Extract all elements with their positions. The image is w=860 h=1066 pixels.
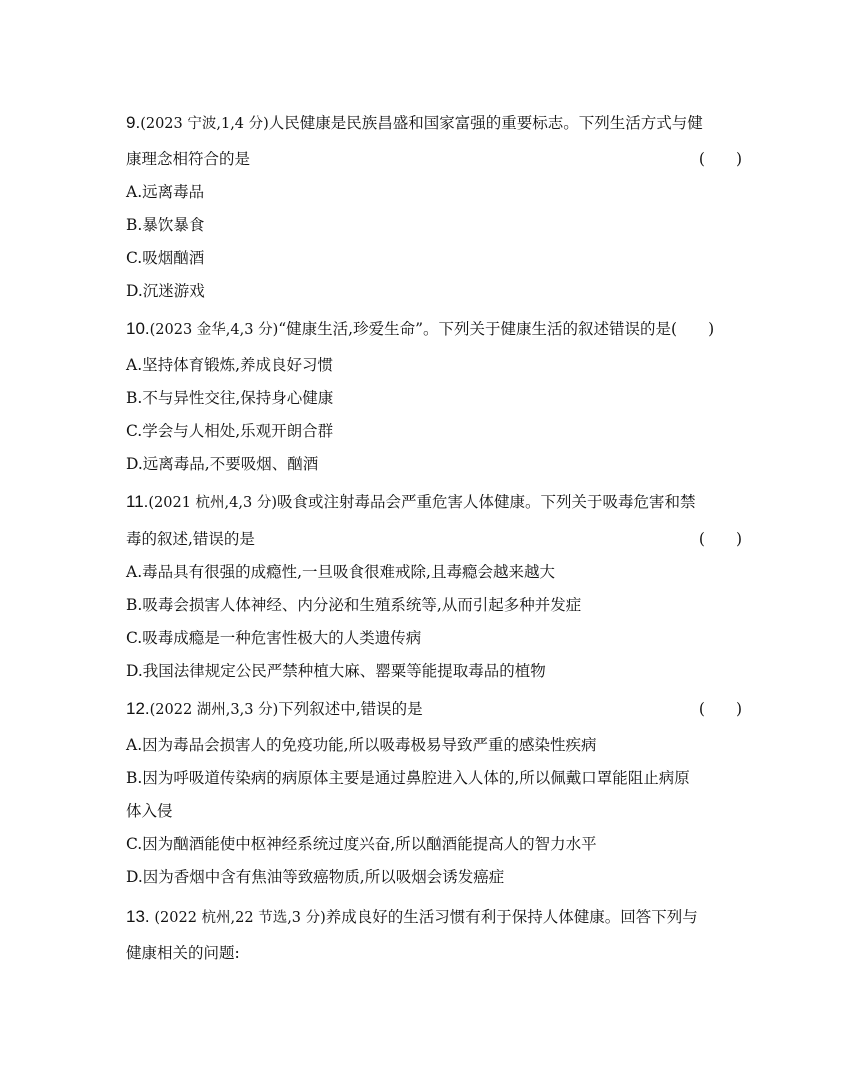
- q11-stem: 吸食或注射毒品会严重危害人体健康。下列关于吸毒危害和禁: [276, 493, 696, 511]
- q10-stem-line-1: [126, 318, 742, 341]
- q12-option-b-cont: 体入侵: [126, 802, 173, 820]
- q10-option-b: B.不与异性交往,保持身心健康: [126, 389, 334, 407]
- q13-stem-line-1: [126, 906, 742, 929]
- q11-stem-cont: 毒的叙述,错误的是: [126, 530, 255, 548]
- q13-stem-line-2: 健康相关的问题:: [126, 944, 240, 962]
- q9-stem-line-1: [126, 112, 742, 135]
- q9-stem-cont: 康理念相符合的是: [126, 150, 251, 168]
- q9-option-a: A.远离毒品: [126, 183, 205, 201]
- q13-stem: 养成良好的生活习惯有利于保持人体健康。回答下列与: [325, 908, 698, 926]
- q12-source: (2022 湖州,3,3 分): [149, 702, 279, 718]
- q11-number: 11.: [126, 492, 149, 511]
- q12-stem-line-1: [126, 698, 742, 721]
- q10-stem: “健康生活,珍爱生命”。下列关于健康生活的叙述错误的是( ): [278, 320, 715, 338]
- q9-stem: 人民健康是民族昌盛和国家富强的重要标志。下列生活方式与健: [268, 114, 703, 132]
- q9-option-c: C.吸烟酗酒: [126, 249, 205, 267]
- q10-option-a: A.坚持体育锻炼,养成良好习惯: [126, 356, 334, 374]
- q10-source: (2023 金华,4,3 分): [149, 322, 279, 338]
- q11-stem-line-1: [126, 491, 742, 514]
- q11-source: (2021 杭州,4,3 分): [148, 495, 277, 511]
- q12-stem: 下列叙述中,错误的是: [278, 700, 423, 718]
- q12-option-a: A.因为毒品会损害人的免疫功能,所以吸毒极易导致严重的感染性疾病: [126, 736, 597, 754]
- q11-option-c: C.吸毒成瘾是一种危害性极大的人类遗传病: [126, 629, 422, 647]
- q9-stem-line-2: [126, 148, 742, 170]
- q10-option-c: C.学会与人相处,乐观开朗合群: [126, 422, 334, 440]
- q9-option-b: B.暴饮暴食: [126, 216, 205, 234]
- q10-option-d: D.远离毒品,不要吸烟、酗酒: [126, 455, 319, 473]
- q11-option-d: D.我国法律规定公民严禁种植大麻、罂粟等能提取毒品的植物: [126, 662, 546, 680]
- q9-option-d: D.沉迷游戏: [126, 282, 205, 300]
- q9-source: (2023 宁波,1,4 分): [140, 116, 269, 132]
- q11-option-a: A.毒品具有很强的成瘾性,一旦吸食很难戒除,且毒瘾会越来越大: [126, 563, 555, 581]
- q11-option-b: B.吸毒会损害人体神经、内分泌和生殖系统等,从而引起多种并发症: [126, 596, 582, 614]
- q9-number: 9.: [126, 113, 141, 132]
- q12-option-c: C.因为酗酒能使中枢神经系统过度兴奋,所以酗酒能提高人的智力水平: [126, 835, 597, 853]
- q11-answer-blank: ( ): [698, 530, 742, 548]
- q12-option-b: B.因为呼吸道传染病的病原体主要是通过鼻腔进入人体的,所以佩戴口罩能阻止病原: [126, 769, 690, 787]
- q11-stem-line-2: [126, 528, 742, 550]
- q12-answer-blank: ( ): [698, 700, 742, 718]
- q12-number: 12.: [126, 699, 150, 718]
- q12-option-d: D.因为香烟中含有焦油等致癌物质,所以吸烟会诱发癌症: [126, 868, 505, 886]
- q13-source: (2022 杭州,22 节选,3 分): [154, 910, 326, 926]
- q13-number: 13.: [126, 907, 155, 926]
- q9-answer-blank: ( ): [698, 150, 742, 168]
- q10-number: 10.: [126, 319, 150, 338]
